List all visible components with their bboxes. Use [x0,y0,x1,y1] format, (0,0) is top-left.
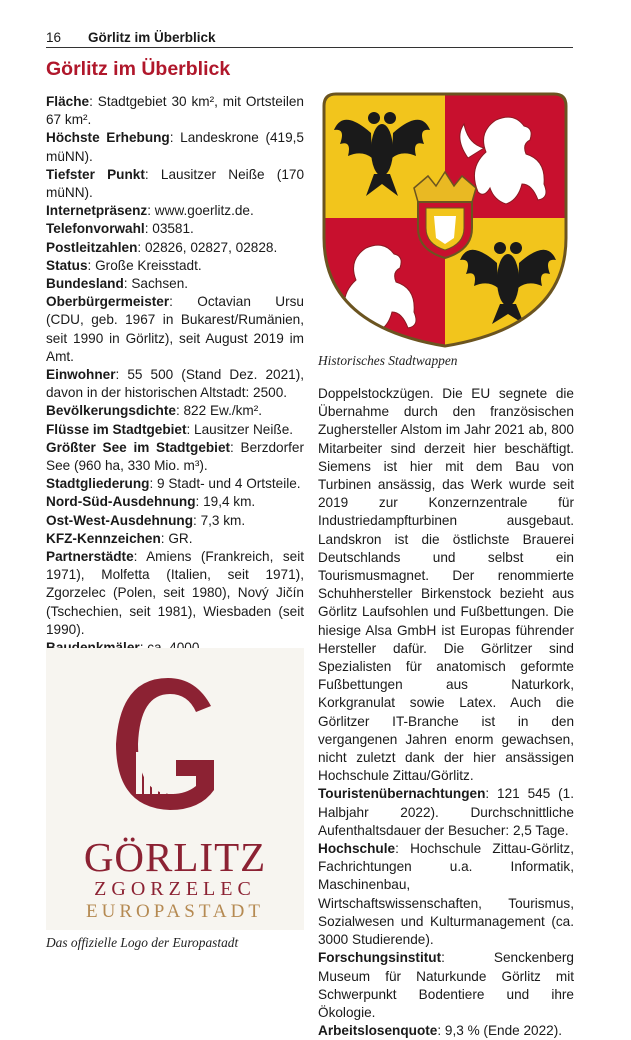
fact-label: Forschungsinstitut [318,950,442,966]
coat-of-arms-caption: Historisches Stadtwappen [318,353,458,368]
running-title: Görlitz im Überblick [88,30,216,45]
fact-entry [318,840,574,949]
fact-text: : 822 Ew./km². [175,403,263,419]
fact-entry [46,202,304,220]
europastadt-logo [46,648,304,930]
page-number: 16 [46,30,62,45]
fact-text: : Lausitzer Neiße. [186,421,294,437]
fact-text: : 121 545 (1. Halbjahr 2022). Durchschnittliche Aufenthaltsdauer der Besucher: 2,5 Tage. [318,786,574,838]
fact-label: Flüsse im Stadtgebiet [46,421,187,437]
fact-text: : 9,3 % (Ende 2022). [437,1023,563,1039]
fact-text: : www.goerlitz.de. [147,203,254,219]
fact-label: Arbeitslosenquote [318,1023,438,1039]
fact-entry [46,275,304,293]
fact-entry [318,785,574,840]
fact-text: : Octavian Ursu (CDU, geb. 1967 in Bukarest/Rumänien, seit 1990 in Görlitz), seit August 2019 im Amt. [46,294,304,364]
logo-line-europastadt: EUROPASTADT [86,901,264,922]
fact-label: Höchste Erhebung [46,130,170,146]
fact-entry [46,530,304,548]
coat-of-arms-svg [318,88,572,350]
fact-entry [46,439,304,475]
crown-escutcheon [414,172,476,258]
fact-label: Hochschule [318,841,396,857]
fact-text: : Landeskrone (419,5 müNN). [46,130,304,164]
fact-text: : GR. [160,530,193,546]
left-column [46,93,304,694]
fact-entry [46,512,304,530]
fact-text: : Lausitzer Neiße (170 müNN). [46,166,305,201]
fact-label: Nord-Süd-Ausdehnung [46,494,196,510]
fact-text: Doppelstockzügen. Die EU segnete die Übernahme durch den französischen Zughersteller Alstom im Jahr 2021 ab, 800 Mitarbeiter sind derzeit hier beschäftigt. Siemens ist hier mit dem Bau von Turbinen ansässig, das Werk wurde seit 2019 zur Konzernzentrale für Industriedampfturbinen ausgebaut. Landskron ist die östlichste Brauerei Deutschlands und selbst ein Tourismusmagnet. Der renommierte Schuhhersteller Birkenstock bezieht aus Görlitz Laufsohlen und Fußbettungen. Die hiesige Alsa GmbH ist Europas führender Hersteller dafür. Die Görlitzer sind Spezialisten für anatomisch geformte Fußbettungen aus Naturkork, Korkgranulat sowie Latex. Auch die Görlitzer IT-Branche ist in den vergangenen Jahren enorm gewachsen, nicht zuletzt dank der hier ansässigen Hochschule Zittau/Görlitz. [318,386,574,784]
fact-label: Bevölkerungsdichte [46,403,176,419]
fact-text: : Sachsen. [123,276,189,292]
fact-entry [46,239,304,257]
fact-label: Partnerstädte [46,549,134,565]
fact-text: : Hochschule Zittau-Görlitz, Fachrichtungen u.a. Informatik, Maschinenbau, Wirtschaftswissenschaften, Tourismus, Sozialwesen und Kulturmanagement (ca. 3000 Studierende). [318,841,574,948]
fact-label: Größter See im Stadtgebiet [46,439,231,455]
fact-label: Status [46,257,88,273]
right-column [318,385,574,1040]
fact-text: : Amiens (Frankreich, seit 1971), Molfetta (Italien, seit 1971), Zgorzelec (Polen, seit 1980), Nový Jičín (Tschechien, seit 1981), Wiesbaden (seit 1990). [46,549,304,637]
fact-label: Tiefster Punkt [46,166,145,182]
fact-label: Ost-West-Ausdehnung [46,512,194,528]
fact-entry [46,421,304,439]
fact-label: Postleitzahlen [46,239,138,255]
fact-entry [46,402,304,420]
fact-entry [46,93,304,129]
logo-line-goerlitz: GÖRLITZ [83,834,267,880]
fact-entry [46,548,304,639]
fact-entry [46,220,304,238]
fact-label: Touristenübernachtungen [318,786,486,802]
fact-label: Einwohner [46,367,116,383]
section-title: Görlitz im Überblick [46,58,231,80]
fact-entry [46,129,304,165]
fact-label: Fläche [46,94,90,109]
fact-text: : 02826, 02827, 02828. [137,239,278,255]
fact-text: : 03581. [144,221,194,237]
fact-text: : 9 Stadt- und 4 Ortsteile. [149,476,301,492]
fact-entry [318,949,574,1022]
fact-label: Bundesland [46,276,124,292]
fact-text: : Große Kreisstadt. [87,257,202,273]
logo-line-zgorzelec: ZGORZELEC [94,878,256,900]
fact-text: : Senckenberg Museum für Naturkunde Görlitz mit Schwerpunkt Bodentiere und ihre Ökologie. [318,950,574,1020]
fact-text: : Berzdorfer See (960 ha, 330 Mio. m³). [46,439,304,474]
fact-text: : Stadtgebiet 30 km², mit Ortsteilen 67 km². [46,94,304,128]
fact-entry [46,493,304,511]
fact-entry [318,385,574,785]
logo-g-skyline-svg [46,648,304,828]
fact-text: : 7,3 km. [193,512,246,528]
fact-label: KFZ-Kennzeichen [46,530,161,546]
coat-of-arms-image [318,88,572,350]
fact-entry [46,166,304,202]
fact-entry [318,1022,574,1040]
fact-text: : 55 500 (Stand Dez. 2021), davon in der historischen Altstadt: 2500. [46,367,304,401]
running-header [46,28,573,48]
fact-entry [46,293,304,366]
fact-label: Stadtgliederung [46,476,150,492]
logo-caption: Das offizielle Logo der Europastadt [46,935,239,950]
fact-entry [46,475,304,493]
fact-text: : 19,4 km. [195,494,256,510]
fact-label: Internetpräsenz [46,203,148,219]
fact-entry [46,257,304,275]
fact-label: Telefonvorwahl [46,221,145,237]
fact-entry [46,366,304,402]
fact-label: Oberbürgermeister [46,294,170,310]
